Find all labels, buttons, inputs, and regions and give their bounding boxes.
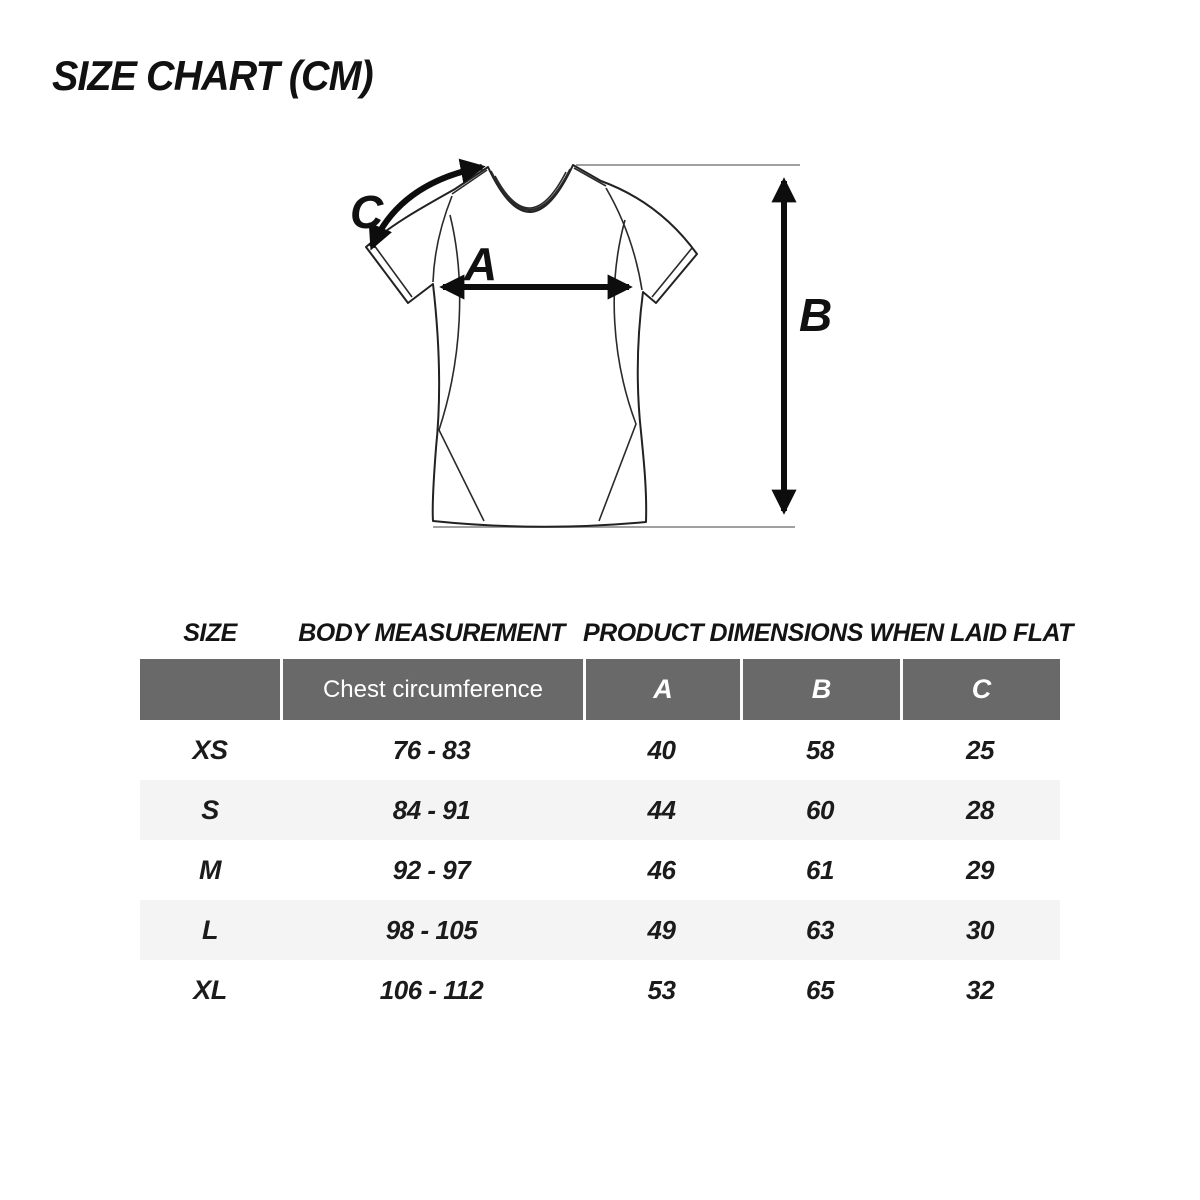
dim-b-cell: 63 [806, 914, 834, 945]
size-cell: S [201, 794, 219, 825]
header-a-cell: A [583, 659, 740, 720]
table-row-m [140, 840, 1060, 900]
table-row-l [140, 900, 1060, 960]
tshirt-outline [366, 165, 697, 527]
dim-c-cell: 30 [966, 914, 994, 945]
table-row-xl [140, 960, 1060, 1020]
size-cell: M [199, 854, 221, 885]
dim-a-cell: 46 [647, 854, 676, 885]
dim-a-cell: 53 [647, 974, 676, 1005]
table-row-s [140, 780, 1060, 840]
tshirt-size-diagram [340, 140, 880, 550]
chest-cell: 98 - 105 [385, 914, 478, 945]
size-cell: L [202, 914, 218, 945]
size-cell: XS [192, 734, 228, 765]
dim-a-cell: 44 [647, 794, 676, 825]
dim-c-cell: 25 [966, 734, 994, 765]
measure-label-c: C [350, 186, 384, 238]
dim-c-cell: 28 [966, 794, 994, 825]
dim-b-cell: 60 [806, 794, 834, 825]
dim-c-cell: 29 [966, 854, 994, 885]
size-table [140, 659, 1060, 1020]
dim-b-cell: 61 [806, 854, 834, 885]
dim-a-cell: 40 [647, 734, 676, 765]
dim-b-cell: 65 [806, 974, 834, 1005]
table-header-row [140, 659, 1060, 720]
dim-b-cell: 58 [806, 734, 834, 765]
group-header-size: SIZE [183, 619, 237, 647]
chest-cell: 76 - 83 [392, 734, 471, 765]
header-c-cell: C [900, 659, 1060, 720]
chest-cell: 84 - 91 [392, 794, 471, 825]
chest-cell: 92 - 97 [392, 854, 471, 885]
measure-label-b: B [799, 289, 833, 341]
header-b-cell: B [740, 659, 900, 720]
header-chest-cell: Chest circumference [280, 659, 583, 720]
dim-c-cell: 32 [966, 974, 994, 1005]
table-group-headers [140, 610, 1073, 647]
size-cell: XL [193, 974, 227, 1005]
table-row-xs [140, 720, 1060, 780]
header-size-cell [140, 659, 280, 720]
dim-a-cell: 49 [647, 914, 676, 945]
group-header-product-dimensions: PRODUCT DIMENSIONS WHEN LAID FLAT [583, 619, 1073, 647]
chest-cell: 106 - 112 [379, 974, 484, 1005]
page-title: SIZE CHART (CM) [52, 52, 373, 99]
group-header-body-measurement: BODY MEASUREMENT [298, 619, 565, 647]
measure-label-a: A [464, 238, 498, 290]
